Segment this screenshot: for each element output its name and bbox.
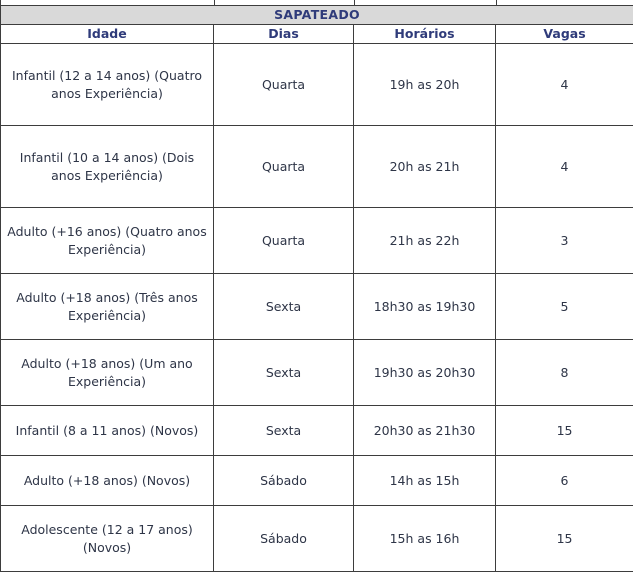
cell-idade: Adolescente (12 a 17 anos) (Novos) [1, 506, 214, 572]
cell-idade: Adulto (+18 anos) (Um ano Experiência) [1, 340, 214, 406]
table-row [1, 44, 633, 126]
cell-horarios: 18h30 as 19h30 [354, 274, 496, 340]
table-row [1, 406, 633, 456]
cell-horarios: 19h30 as 20h30 [354, 340, 496, 406]
section-title: SAPATEADO [1, 6, 633, 25]
cell-vagas: 15 [496, 506, 633, 572]
cell-dias: Sexta [214, 406, 354, 456]
cell-dias: Sábado [214, 506, 354, 572]
cell-horarios: 15h as 16h [354, 506, 496, 572]
column-header-vagas: Vagas [496, 25, 633, 44]
column-header-idade: Idade [1, 25, 214, 44]
table-row [1, 208, 633, 274]
table-row [1, 274, 633, 340]
cell-idade: Infantil (12 a 14 anos) (Quatro anos Experiência) [1, 44, 214, 126]
schedule-table [0, 5, 633, 572]
cell-dias: Quarta [214, 126, 354, 208]
section-header-row [1, 6, 633, 25]
cell-dias: Sábado [214, 456, 354, 506]
cell-idade: Adulto (+16 anos) (Quatro anos Experiência) [1, 208, 214, 274]
cell-dias: Quarta [214, 44, 354, 126]
cell-vagas: 5 [496, 274, 633, 340]
cell-dias: Quarta [214, 208, 354, 274]
table-row [1, 126, 633, 208]
cell-vagas: 4 [496, 126, 633, 208]
cell-idade: Adulto (+18 anos) (Três anos Experiência) [1, 274, 214, 340]
cell-idade: Infantil (10 a 14 anos) (Dois anos Experiência) [1, 126, 214, 208]
cell-horarios: 20h30 as 21h30 [354, 406, 496, 456]
cell-horarios: 20h as 21h [354, 126, 496, 208]
cell-vagas: 6 [496, 456, 633, 506]
column-header-row [1, 25, 633, 44]
column-header-horarios: Horários [354, 25, 496, 44]
cell-vagas: 4 [496, 44, 633, 126]
table-row [1, 456, 633, 506]
cell-vagas: 15 [496, 406, 633, 456]
cell-dias: Sexta [214, 274, 354, 340]
table-row [1, 506, 633, 572]
cell-idade: Adulto (+18 anos) (Novos) [1, 456, 214, 506]
column-header-dias: Dias [214, 25, 354, 44]
cell-dias: Sexta [214, 340, 354, 406]
cell-idade: Infantil (8 a 11 anos) (Novos) [1, 406, 214, 456]
cell-horarios: 14h as 15h [354, 456, 496, 506]
cell-horarios: 19h as 20h [354, 44, 496, 126]
cell-vagas: 3 [496, 208, 633, 274]
table-row [1, 340, 633, 406]
cell-horarios: 21h as 22h [354, 208, 496, 274]
cell-vagas: 8 [496, 340, 633, 406]
